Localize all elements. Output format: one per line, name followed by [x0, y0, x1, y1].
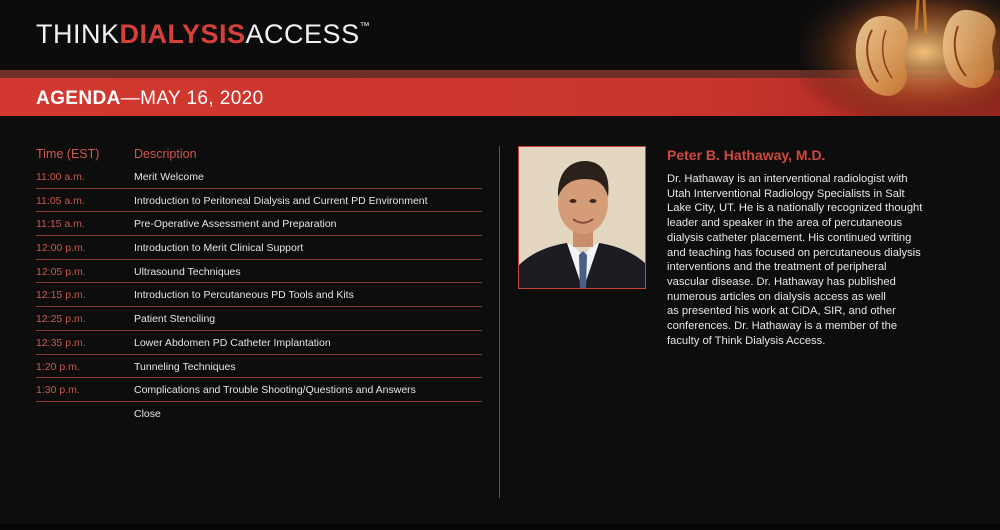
agenda-row	[36, 283, 482, 307]
column-divider	[499, 146, 500, 498]
agenda-time: 11:15 a.m.	[36, 218, 85, 231]
agenda-description: Complications and Trouble Shooting/Questions and Answers	[134, 384, 416, 397]
speaker-bio	[667, 172, 967, 348]
agenda-table	[36, 165, 482, 426]
agenda-row	[36, 331, 482, 355]
agenda-description: Pre-Operative Assessment and Preparation	[134, 218, 337, 231]
brand-logo	[36, 19, 370, 50]
agenda-row	[36, 307, 482, 331]
agenda-row	[36, 189, 482, 213]
logo-dialysis: DIALYSIS	[119, 19, 246, 49]
agenda-time: 12:15 p.m.	[36, 289, 86, 302]
agenda-row	[36, 355, 482, 379]
agenda-description: Introduction to Merit Clinical Support	[134, 242, 304, 255]
time-column-header: Time (EST)	[36, 147, 100, 161]
logo-access: ACCESS	[245, 19, 360, 49]
banner-dash: —	[120, 88, 141, 109]
agenda-description: Close	[134, 407, 161, 420]
agenda-time: 1:30 p.m.	[36, 384, 80, 397]
agenda-row	[36, 212, 482, 236]
agenda-time: 12:25 p.m.	[36, 313, 86, 326]
agenda-time: 1:20 p.m.	[36, 360, 80, 373]
agenda-row	[36, 260, 482, 284]
agenda-description: Patient Stenciling	[134, 313, 216, 326]
bio-line: and teaching has focused on percutaneous dialysis	[667, 246, 921, 259]
description-column-header: Description	[134, 147, 197, 161]
agenda-row	[36, 236, 482, 260]
logo-trademark: ™	[359, 21, 371, 32]
bottom-bar	[0, 524, 1000, 530]
agenda-description: Tunneling Techniques	[134, 360, 236, 373]
bio-line: leader and speaker in the area of percutaneous	[667, 217, 903, 230]
bio-line: vascular disease. Dr. Hathaway has published	[667, 275, 896, 288]
bio-line: Utah Interventional Radiology Specialists in Salt	[667, 187, 905, 200]
agenda-row	[36, 165, 482, 189]
agenda-description: Introduction to Percutaneous PD Tools and Kits	[134, 289, 354, 302]
speaker-photo	[518, 146, 646, 289]
bio-line: Lake City, UT. He is a nationally recognized thought	[667, 202, 923, 215]
bio-line: dialysis catheter placement. His continued writing	[667, 231, 912, 244]
speaker-name: Peter B. Hathaway, M.D.	[667, 147, 826, 163]
agenda-description: Introduction to Peritoneal Dialysis and Current PD Environment	[134, 194, 428, 207]
banner-title	[36, 88, 264, 110]
banner-date: MAY 16, 2020	[140, 88, 264, 109]
bio-line: faculty of Think Dialysis Access.	[667, 334, 826, 347]
bio-line: interventions and the treatment of peripheral	[667, 261, 887, 274]
kidney-illustration	[800, 0, 1000, 116]
agenda-content	[0, 116, 1000, 530]
agenda-time: 12:05 p.m.	[36, 265, 86, 278]
agenda-row	[36, 402, 482, 426]
bio-line: conferences. Dr. Hathaway is a member of the	[667, 320, 898, 333]
agenda-time: 11:00 a.m.	[36, 171, 85, 183]
agenda-time: 12:35 p.m.	[36, 336, 86, 349]
agenda-time: 11:05 a.m.	[36, 194, 85, 207]
agenda-description: Lower Abdomen PD Catheter Implantation	[134, 336, 331, 349]
bio-line: as presented his work at CiDA, SIR, and other	[667, 305, 896, 318]
logo-think: THINK	[36, 19, 120, 49]
bio-line: Dr. Hathaway is an interventional radiologist with	[667, 173, 908, 185]
banner-agenda: AGENDA	[36, 88, 121, 109]
agenda-description: Ultrasound Techniques	[134, 265, 241, 278]
agenda-time: 12:00 p.m.	[36, 242, 86, 255]
bio-line: numerous articles on dialysis access as well	[667, 290, 886, 303]
speaker-portrait-image	[519, 147, 646, 289]
agenda-row	[36, 378, 482, 402]
agenda-description: Merit Welcome	[134, 171, 204, 183]
